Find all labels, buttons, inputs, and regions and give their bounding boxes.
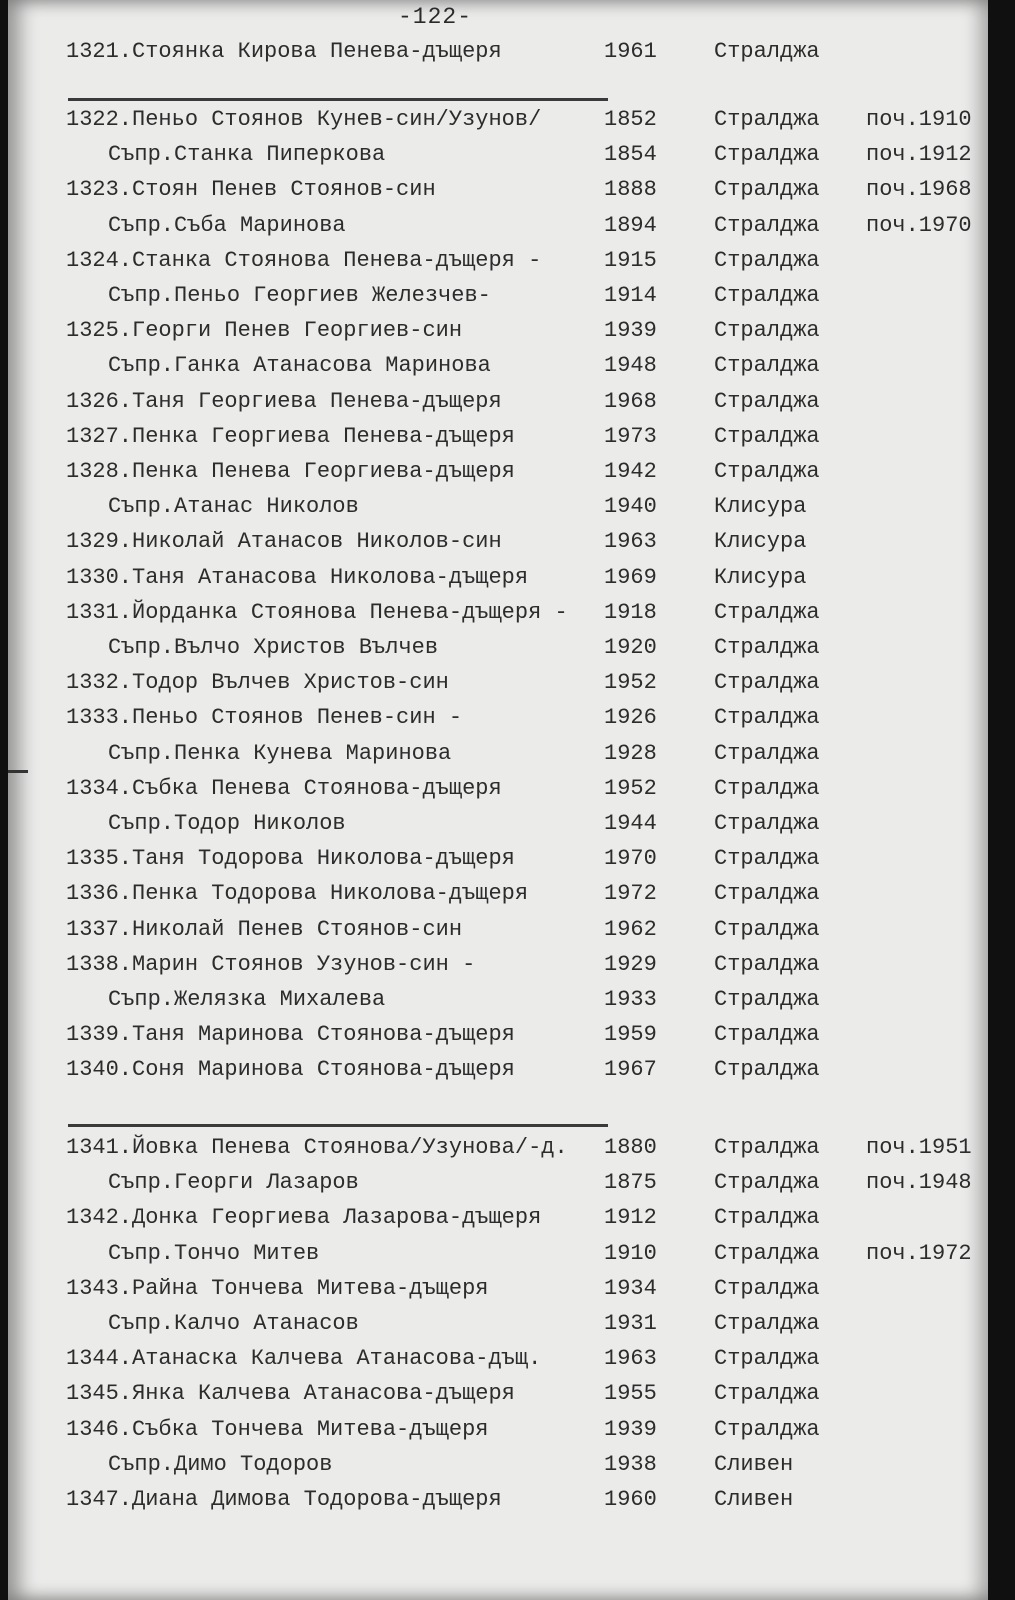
- entry-name: 1329.Николай Атанасов Николов-син: [66, 529, 502, 555]
- entry-place: Сливен: [714, 1487, 794, 1512]
- spouse-entry: [8, 1165, 988, 1201]
- spouse-entry: [8, 278, 988, 314]
- entry-name: 1347.Диана Димова Тодорова-дъщеря: [66, 1487, 502, 1512]
- entry-year: 1938: [604, 1451, 657, 1477]
- entry-place: Стралджа: [714, 1416, 820, 1442]
- entry-name: 1330.Таня Атанасова Николова-дъщеря: [66, 564, 529, 590]
- register-entry: [8, 1412, 988, 1448]
- entry-year: 1955: [604, 1381, 657, 1407]
- entry-name: 1321.Стоянка Кирова Пенева-дъщеря: [66, 39, 502, 64]
- spouse-entry: [8, 630, 988, 666]
- register-entry: [8, 313, 988, 349]
- entry-year: 1952: [604, 775, 657, 801]
- entry-place: Клисура: [714, 529, 807, 555]
- entry-year: 1933: [604, 987, 657, 1012]
- entry-place: Стралджа: [714, 283, 820, 308]
- entry-name: 1342.Донка Георгиева Лазарова-дъщеря: [66, 1205, 542, 1231]
- spouse-entry: [8, 137, 988, 173]
- entry-name: Съпр.Съба Маринова: [108, 212, 346, 238]
- entry-place: Стралджа: [714, 916, 820, 942]
- entry-name: Съпр.Ганка Атанасова Маринова: [108, 353, 491, 379]
- entry-year: 1934: [604, 1275, 657, 1301]
- entry-place: Стралджа: [714, 987, 820, 1012]
- entry-name: 1336.Пенка Тодорова Николова-дъщеря: [66, 881, 529, 907]
- entry-name: 1339.Таня Маринова Стоянова-дъщеря: [66, 1022, 515, 1048]
- spouse-entry: [8, 1447, 988, 1483]
- register-entry: [8, 1376, 988, 1412]
- spouse-entry: [8, 1236, 988, 1272]
- spouse-entry: [8, 208, 988, 244]
- entry-death-note: поч.1970: [866, 212, 972, 238]
- entry-year: 1854: [604, 142, 657, 168]
- entry-year: 1960: [604, 1487, 657, 1512]
- register-entry: [8, 1130, 988, 1166]
- entry-name: 1322.Пеньо Стоянов Кунев-син/Узунов/: [66, 107, 542, 132]
- entry-year: 1888: [604, 177, 657, 203]
- entry-place: Стралджа: [714, 318, 820, 344]
- entry-name: Съпр.Калчо Атанасов: [108, 1311, 359, 1336]
- entry-place: Стралджа: [714, 599, 820, 625]
- entry-place: Стралджа: [714, 775, 820, 801]
- entry-year: 1926: [604, 705, 657, 731]
- entry-name: 1340.Соня Маринова Стоянова-дъщеря: [66, 1057, 515, 1083]
- entry-place: Стралджа: [714, 1240, 820, 1266]
- spouse-entry: [8, 736, 988, 772]
- entry-place: Стралджа: [714, 951, 820, 977]
- register-entry: [8, 876, 988, 912]
- entry-year: 1940: [604, 494, 657, 520]
- entry-death-note: поч.1951: [866, 1135, 972, 1160]
- entry-year: 1912: [604, 1205, 657, 1231]
- entry-name: 1337.Николай Пенев Стоянов-син: [66, 916, 463, 942]
- entry-year: 1961: [604, 39, 657, 64]
- entry-year: 1959: [604, 1022, 657, 1048]
- entry-year: 1914: [604, 283, 657, 308]
- entry-place: Стралджа: [714, 705, 820, 731]
- entry-year: 1915: [604, 247, 657, 273]
- entry-year: 1944: [604, 811, 657, 836]
- entry-name: Съпр.Желязка Михалева: [108, 987, 386, 1012]
- entry-place: Клисура: [714, 564, 807, 590]
- register-entry: [8, 912, 988, 948]
- entry-year: 1910: [604, 1240, 657, 1266]
- entry-name: 1343.Райна Тончева Митева-дъщеря: [66, 1275, 489, 1301]
- entry-place: Стралджа: [714, 881, 820, 907]
- register-entry: [8, 454, 988, 490]
- register-entry: [8, 841, 988, 877]
- entry-place: Стралджа: [714, 1205, 820, 1231]
- section-divider: [68, 1124, 608, 1127]
- entry-place: Стралджа: [714, 423, 820, 449]
- entry-year: 1928: [604, 740, 657, 766]
- register-entry: [8, 1482, 988, 1518]
- register-entry: [8, 1271, 988, 1307]
- entry-year: 1875: [604, 1170, 657, 1196]
- entry-year: 1942: [604, 459, 657, 484]
- entry-name: 1328.Пенка Пенева Георгиева-дъщеря: [66, 459, 515, 484]
- entry-name: 1341.Йовка Пенева Стоянова/Узунова/-д.: [66, 1135, 568, 1160]
- entry-name: Съпр.Пеньо Георгиев Железчев-: [108, 283, 491, 308]
- entry-name: 1331.Йорданка Стоянова Пенева-дъщеря -: [66, 599, 568, 625]
- register-entry: [8, 1341, 988, 1377]
- entry-name: Съпр.Пенка Кунева Маринова: [108, 740, 452, 766]
- entry-year: 1948: [604, 353, 657, 379]
- entry-year: 1920: [604, 635, 657, 660]
- entry-name: 1323.Стоян Пенев Стоянов-син: [66, 177, 436, 203]
- entry-death-note: поч.1972: [866, 1240, 972, 1266]
- margin-mark: [8, 770, 28, 773]
- entry-place: Стралджа: [714, 212, 820, 238]
- entry-year: 1967: [604, 1057, 657, 1083]
- entry-year: 1968: [604, 388, 657, 414]
- entry-place: Стралджа: [714, 142, 820, 168]
- entry-place: Стралджа: [714, 1057, 820, 1083]
- entry-place: Стралджа: [714, 670, 820, 696]
- register-entry: [8, 560, 988, 596]
- entry-name: 1327.Пенка Георгиева Пенева-дъщеря: [66, 423, 515, 449]
- entry-name: 1325.Георги Пенев Георгиев-син: [66, 318, 463, 344]
- entry-name: 1335.Таня Тодорова Николова-дъщеря: [66, 846, 515, 872]
- entry-place: Стралджа: [714, 39, 820, 64]
- entry-name: 1324.Станка Стоянова Пенева-дъщеря -: [66, 247, 542, 273]
- entry-place: Стралджа: [714, 1381, 820, 1407]
- entry-place: Стралджа: [714, 1022, 820, 1048]
- spouse-entry: [8, 1306, 988, 1342]
- entry-year: 1894: [604, 212, 657, 238]
- register-entry: [8, 947, 988, 983]
- entry-place: Стралджа: [714, 740, 820, 766]
- entry-place: Стралджа: [714, 353, 820, 379]
- entry-name: 1338.Марин Стоянов Узунов-син -: [66, 951, 476, 977]
- entry-place: Стралджа: [714, 177, 820, 203]
- entry-death-note: поч.1910: [866, 107, 972, 132]
- entry-place: Стралджа: [714, 1135, 820, 1160]
- spouse-entry: [8, 489, 988, 525]
- document-page: [8, 0, 988, 1600]
- spouse-entry: [8, 348, 988, 384]
- register-entry: [8, 243, 988, 279]
- entry-place: Сливен: [714, 1451, 794, 1477]
- entry-name: 1332.Тодор Вълчев Христов-син: [66, 670, 449, 696]
- entry-year: 1880: [604, 1135, 657, 1160]
- entry-year: 1939: [604, 318, 657, 344]
- entry-place: Стралджа: [714, 1346, 820, 1372]
- entry-year: 1962: [604, 916, 657, 942]
- entry-place: Стралджа: [714, 846, 820, 872]
- register-entry: [8, 1200, 988, 1236]
- entry-place: Стралджа: [714, 1170, 820, 1196]
- entry-year: 1952: [604, 670, 657, 696]
- register-entry: [8, 524, 988, 560]
- entry-place: Клисура: [714, 494, 807, 520]
- entry-name: Съпр.Тодор Николов: [108, 811, 346, 836]
- entry-place: Стралджа: [714, 247, 820, 273]
- register-entry: [8, 34, 988, 70]
- entry-year: 1918: [604, 599, 657, 625]
- register-entry: [8, 384, 988, 420]
- entry-year: 1963: [604, 1346, 657, 1372]
- register-entry: [8, 700, 988, 736]
- entry-name: Съпр.Димо Тодоров: [108, 1451, 333, 1477]
- entry-name: 1345.Янка Калчева Атанасова-дъщеря: [66, 1381, 515, 1407]
- entry-year: 1929: [604, 951, 657, 977]
- entry-year: 1931: [604, 1311, 657, 1336]
- entry-name: 1326.Таня Георгиева Пенева-дъщеря: [66, 388, 502, 414]
- entry-death-note: поч.1948: [866, 1170, 972, 1196]
- entry-place: Стралджа: [714, 107, 820, 132]
- page-number: -122-: [398, 4, 473, 30]
- entry-name: Съпр.Вълчо Христов Вълчев: [108, 635, 439, 660]
- entry-death-note: поч.1912: [866, 142, 972, 168]
- register-entry: [8, 172, 988, 208]
- entry-name: Съпр.Тончо Митев: [108, 1240, 320, 1266]
- entry-name: 1346.Събка Тончева Митева-дъщеря: [66, 1416, 489, 1442]
- register-entry: [8, 102, 988, 138]
- section-divider: [68, 98, 608, 101]
- register-entry: [8, 1052, 988, 1088]
- entry-place: Стралджа: [714, 1311, 820, 1336]
- register-entry: [8, 595, 988, 631]
- register-entry: [8, 771, 988, 807]
- entry-name: 1333.Пеньо Стоянов Пенев-син -: [66, 705, 463, 731]
- register-entry: [8, 419, 988, 455]
- entry-year: 1852: [604, 107, 657, 132]
- entry-name: Съпр.Георги Лазаров: [108, 1170, 359, 1196]
- register-entry: [8, 665, 988, 701]
- entry-name: 1344.Атанаска Калчева Атанасова-дъщ.: [66, 1346, 542, 1372]
- entry-year: 1970: [604, 846, 657, 872]
- entry-year: 1969: [604, 564, 657, 590]
- entry-name: 1334.Събка Пенева Стоянова-дъщеря: [66, 775, 502, 801]
- entry-death-note: поч.1968: [866, 177, 972, 203]
- entry-name: Съпр.Станка Пиперкова: [108, 142, 386, 168]
- entry-place: Стралджа: [714, 459, 820, 484]
- entry-year: 1963: [604, 529, 657, 555]
- entry-year: 1972: [604, 881, 657, 907]
- entry-place: Стралджа: [714, 811, 820, 836]
- entry-place: Стралджа: [714, 635, 820, 660]
- entry-year: 1973: [604, 423, 657, 449]
- entry-place: Стралджа: [714, 388, 820, 414]
- spouse-entry: [8, 982, 988, 1018]
- register-entry: [8, 1017, 988, 1053]
- entry-name: Съпр.Атанас Николов: [108, 494, 359, 520]
- entry-place: Стралджа: [714, 1275, 820, 1301]
- entry-year: 1939: [604, 1416, 657, 1442]
- spouse-entry: [8, 806, 988, 842]
